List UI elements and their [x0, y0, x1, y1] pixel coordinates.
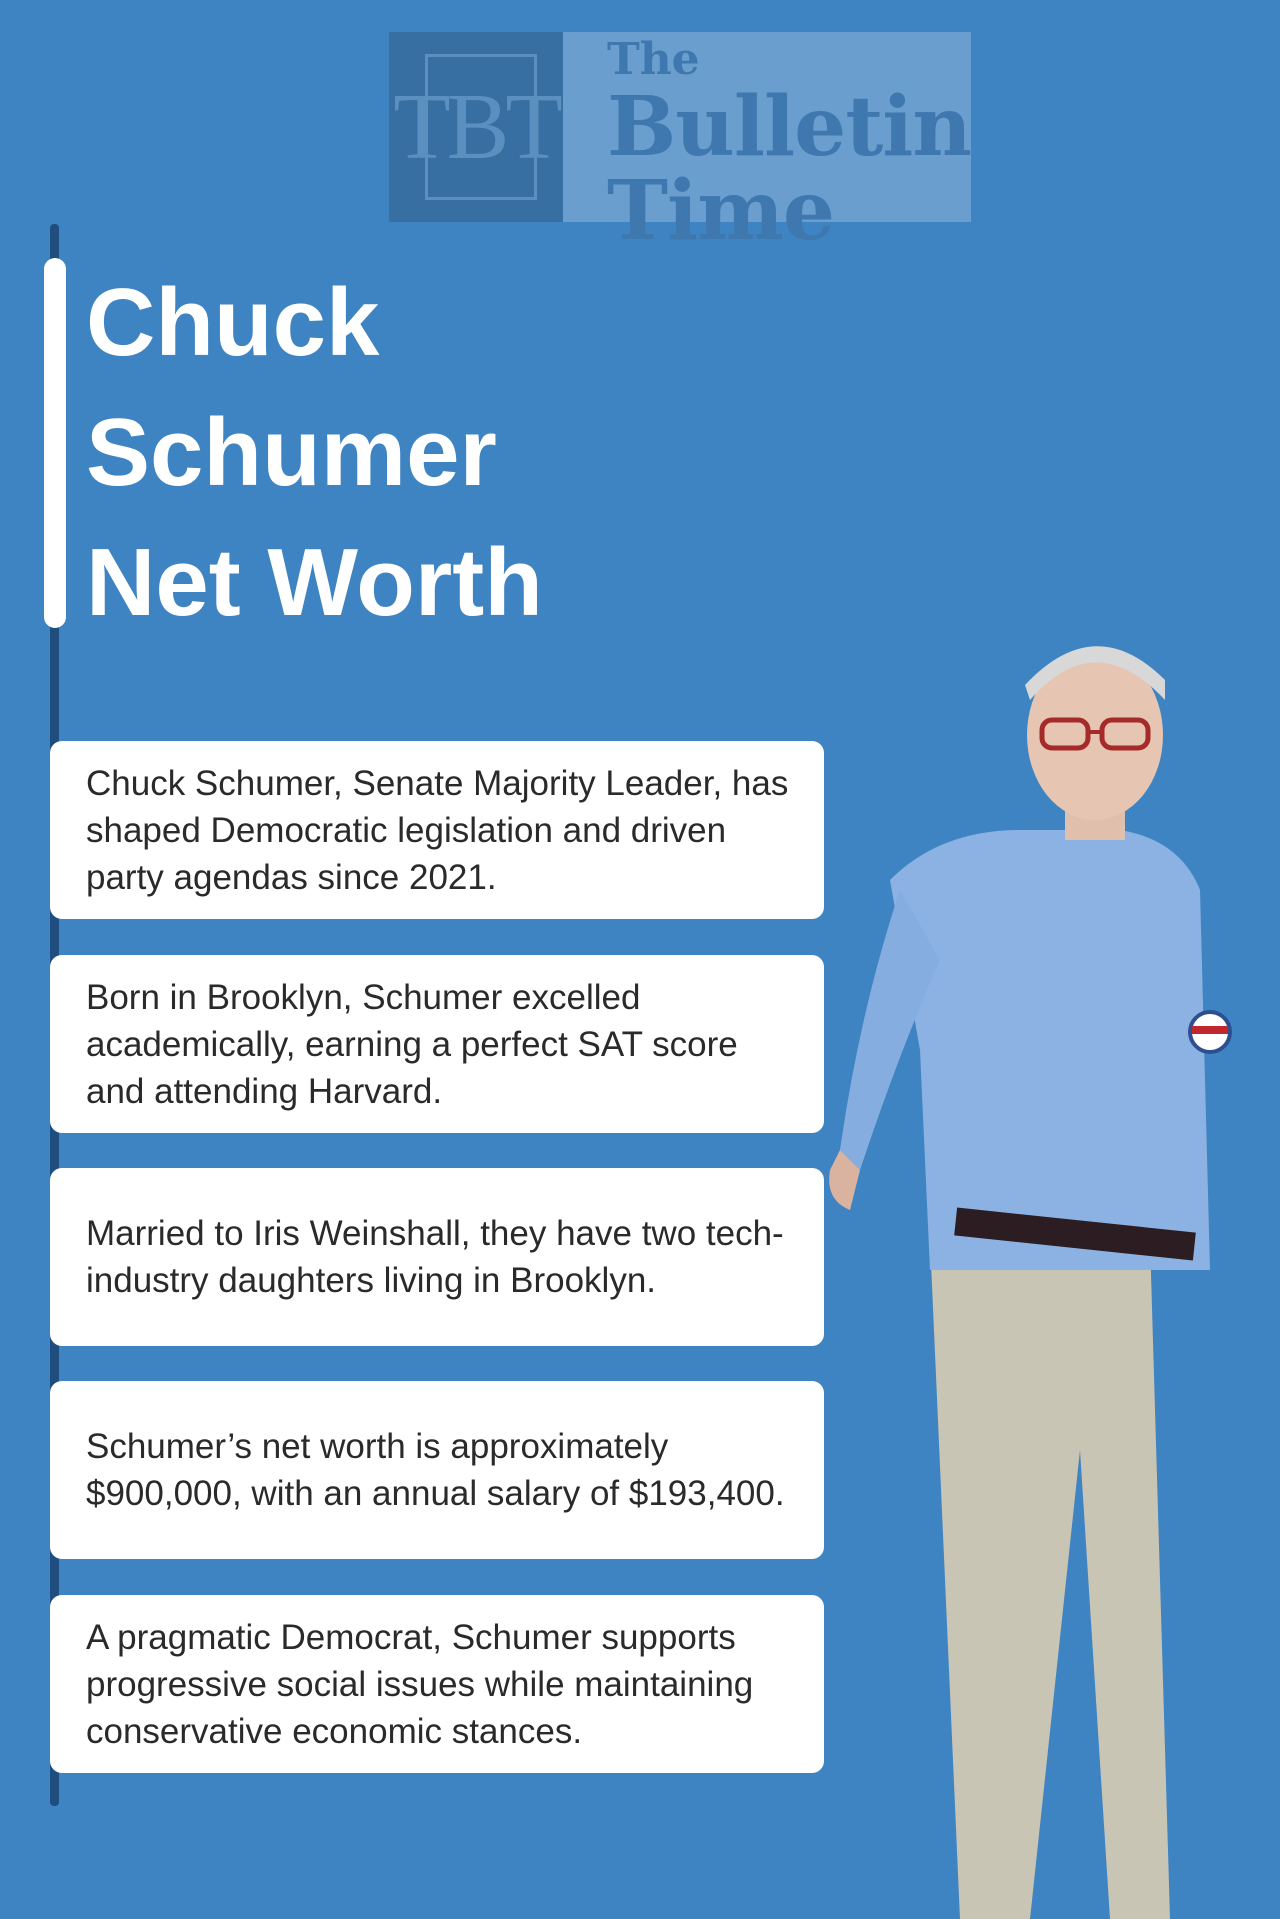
- fact-text: Schumer’s net worth is approximately $900,000, with an annual salary of $193,400.: [86, 1427, 785, 1513]
- fact-text: Married to Iris Weinshall, they have two tech-industry daughters living in Brooklyn.: [86, 1214, 784, 1300]
- person-photo: [820, 630, 1280, 1919]
- vote-pin-stripe: [1192, 1026, 1228, 1034]
- fact-card: [50, 1595, 824, 1773]
- fact-card: [50, 1381, 824, 1559]
- logo-wordmark: [563, 32, 971, 259]
- fact-card: [50, 741, 824, 919]
- shirt: [890, 830, 1210, 1270]
- fact-text: Chuck Schumer, Senate Majority Leader, has shaped Democratic legislation and driven party agendas since 2021.: [86, 763, 789, 897]
- logo-mark: [389, 32, 563, 222]
- title-accent-bar: [44, 258, 66, 628]
- logo-line-3: Time: [606, 163, 835, 259]
- logo-monogram: TBT: [393, 75, 559, 179]
- fact-card: [50, 1168, 824, 1346]
- logo-line-2: Bulletin: [606, 79, 971, 175]
- trousers: [930, 1240, 1170, 1919]
- fact-text: Born in Brooklyn, Schumer excelled academically, earning a perfect SAT score and attending Harvard.: [86, 977, 738, 1111]
- logo-line-1: The: [606, 34, 700, 85]
- fact-text: A pragmatic Democrat, Schumer supports progressive social issues while maintaining conservative economic stances.: [86, 1617, 754, 1751]
- brand-logo: [389, 32, 971, 259]
- fact-card: [50, 955, 824, 1133]
- page-title: Chuck Schumer Net Worth: [86, 269, 543, 636]
